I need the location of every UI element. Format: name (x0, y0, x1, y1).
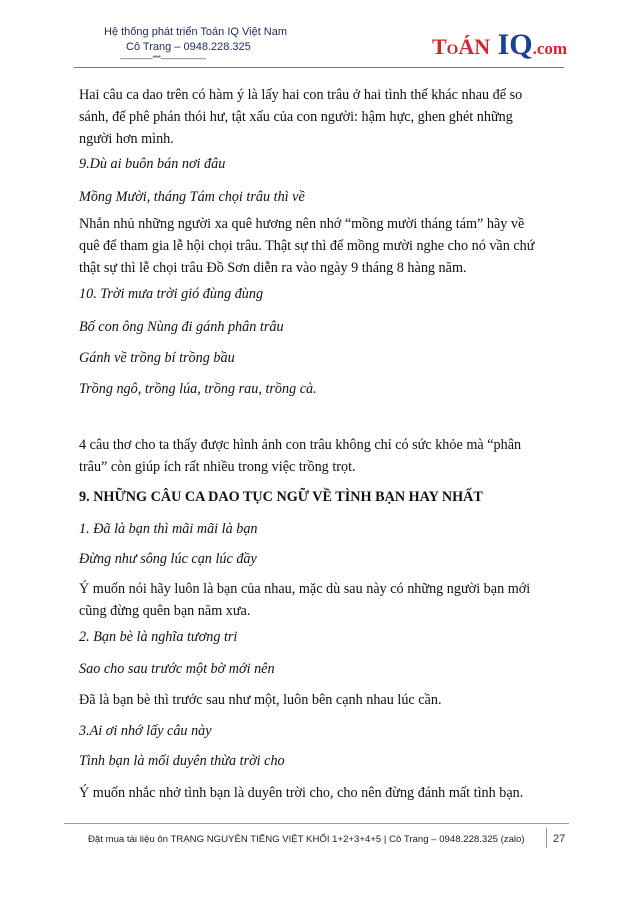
toan-iq-logo (432, 28, 567, 62)
verse-line: 1. Đã là bạn thì mãi mãi là bạn (79, 521, 258, 537)
header-organization: Hệ thống phát triển Toán IQ Việt Nam (104, 26, 288, 38)
paragraph-intro (79, 84, 569, 150)
verse-line: 3.Ai ơi nhớ lấy câu này (79, 723, 212, 739)
verse-line: Sao cho sau trước một bờ mới nên (79, 661, 275, 677)
verse-line: Tình bạn là mối duyên thừa trời cho (79, 753, 285, 769)
paragraph-explanation (79, 213, 569, 279)
text-line: Nhắn nhủ những người xa quê hương nên nhớ “mồng mười tháng tám” hãy về (79, 216, 525, 232)
verse-line: Đừng như sông lúc cạn lúc đầy (79, 551, 257, 567)
section-heading: 9. NHỮNG CÂU CA DAO TỤC NGỮ VỀ TÌNH BẠN HAY NHẤT (79, 489, 483, 505)
text-line: quê để tham gia lễ hội chọi trâu. Thật sự thì để mồng mười nghe cho nó vần chứ (79, 238, 535, 254)
text-line: thật sự thì lễ chọi trâu Đồ Sơn diễn ra vào ngày 9 tháng 8 hàng năm. (79, 260, 467, 276)
text-line: người hơn mình. (79, 131, 174, 147)
verse-line: 10. Trời mưa trời gió đùng đùng (79, 286, 264, 302)
verse-line: Bố con ông Nùng đi gánh phân trâu (79, 319, 284, 335)
text-line: Ý muốn nói hãy luôn là bạn của nhau, mặc dù sau này có những người bạn mới (79, 581, 531, 597)
paragraph-summary (79, 434, 569, 478)
verse-line: 9.Dù ai buôn bán nơi đâu (79, 156, 226, 172)
text-line: 4 câu thơ cho ta thấy được hình ảnh con trâu không chỉ có sức khỏe mà “phân (79, 437, 522, 453)
logo-part-toan: ToÁN (432, 34, 491, 59)
footer-rule (64, 823, 569, 824)
verse-line: Mồng Mười, tháng Tám chọi trâu thì về (79, 189, 305, 205)
footer-text: Đặt mua tài liệu ôn TRẠNG NGUYÊN TIẾNG VIỆT KHỐI 1+2+3+4+5 | Cô Trang – 0948.228.325 (zalo) (88, 834, 525, 845)
page-number: 27 (553, 833, 566, 845)
text-line: sánh, để phê phán thói hư, tật xấu của con người: hậm hực, ghen ghét những (79, 109, 513, 125)
text-line: cũng đừng quên bạn năm xưa. (79, 603, 251, 619)
text-line: Hai câu ca dao trên có hàm ý là lấy hai con trâu ở hai tình thế khác nhau để so (79, 87, 523, 103)
logo-part-com: .com (532, 39, 568, 58)
header-divider-text: ---------------***--------------------- (120, 54, 206, 63)
verse-line: Trồng ngô, trồng lúa, trồng rau, trồng cà. (79, 381, 317, 397)
header-rule (74, 67, 564, 68)
verse-line: Gánh về trồng bí trồng bầu (79, 350, 235, 366)
paragraph-explanation (79, 578, 569, 622)
logo-part-iq: IQ (490, 28, 533, 61)
paragraph-explanation: Đã là bạn bè thì trước sau như một, luôn bên cạnh nhau lúc cần. (79, 692, 442, 708)
text-line: trâu” còn giúp ích rất nhiều trong việc trồng trọt. (79, 459, 356, 475)
footer-separator (546, 828, 547, 848)
verse-line: 2. Bạn bè là nghĩa tương tri (79, 629, 238, 645)
paragraph-explanation: Ý muốn nhắc nhở tình bạn là duyên trời cho, cho nên đừng đánh mất tình bạn. (79, 785, 524, 801)
header-contact: Cô Trang – 0948.228.325 (126, 41, 251, 53)
